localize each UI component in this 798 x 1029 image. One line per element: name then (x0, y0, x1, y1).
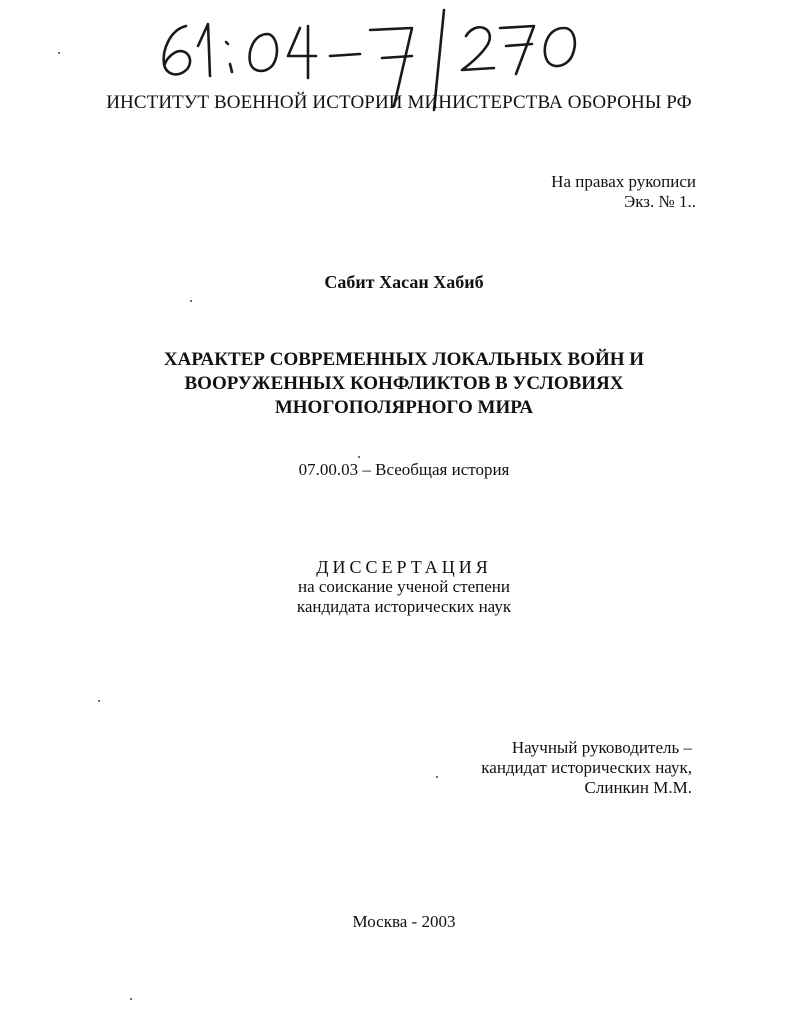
advisor-name: Слинкин М.М. (584, 778, 692, 797)
degree-line-2: кандидата исторических наук (296, 597, 512, 616)
scan-speck (130, 998, 132, 1000)
manuscript-rights-label: На правах рукописи (551, 172, 696, 191)
scan-speck (436, 776, 438, 778)
title-line-3: МНОГОПОЛЯРНОГО МИРА (274, 397, 534, 418)
copy-number: Экз. № 1.. (624, 192, 696, 211)
advisor-role: Научный руководитель – (511, 738, 692, 757)
scan-speck (98, 700, 100, 702)
degree-line-1: на соискание ученой степени (297, 577, 511, 596)
scan-speck (58, 52, 60, 54)
manuscript-rights-block (551, 172, 696, 212)
title-line-1: ХАРАКТЕР СОВРЕМЕННЫХ ЛОКАЛЬНЫХ ВОЙН И (163, 349, 645, 370)
advisor-block (481, 738, 692, 798)
dissertation-block (0, 557, 798, 617)
specialty-code: 07.00.03 – Всеобщая история (298, 460, 510, 479)
title-line-2: ВООРУЖЕННЫХ КОНФЛИКТОВ В УСЛОВИЯХ (184, 373, 624, 394)
dissertation-heading: ДИССЕРТАЦИЯ (316, 557, 492, 577)
author-name: Сабит Хасан Хабиб (324, 272, 484, 292)
dissertation-title (0, 348, 798, 420)
scan-speck (358, 456, 360, 458)
institute-name: ИНСТИТУТ ВОЕННОЙ ИСТОРИИ МИНИСТЕРСТВА ОБОРОНЫ РФ (106, 92, 692, 113)
scan-speck (190, 300, 192, 302)
advisor-degree: кандидат исторических наук, (481, 758, 692, 777)
city-year: Москва - 2003 (352, 912, 456, 931)
